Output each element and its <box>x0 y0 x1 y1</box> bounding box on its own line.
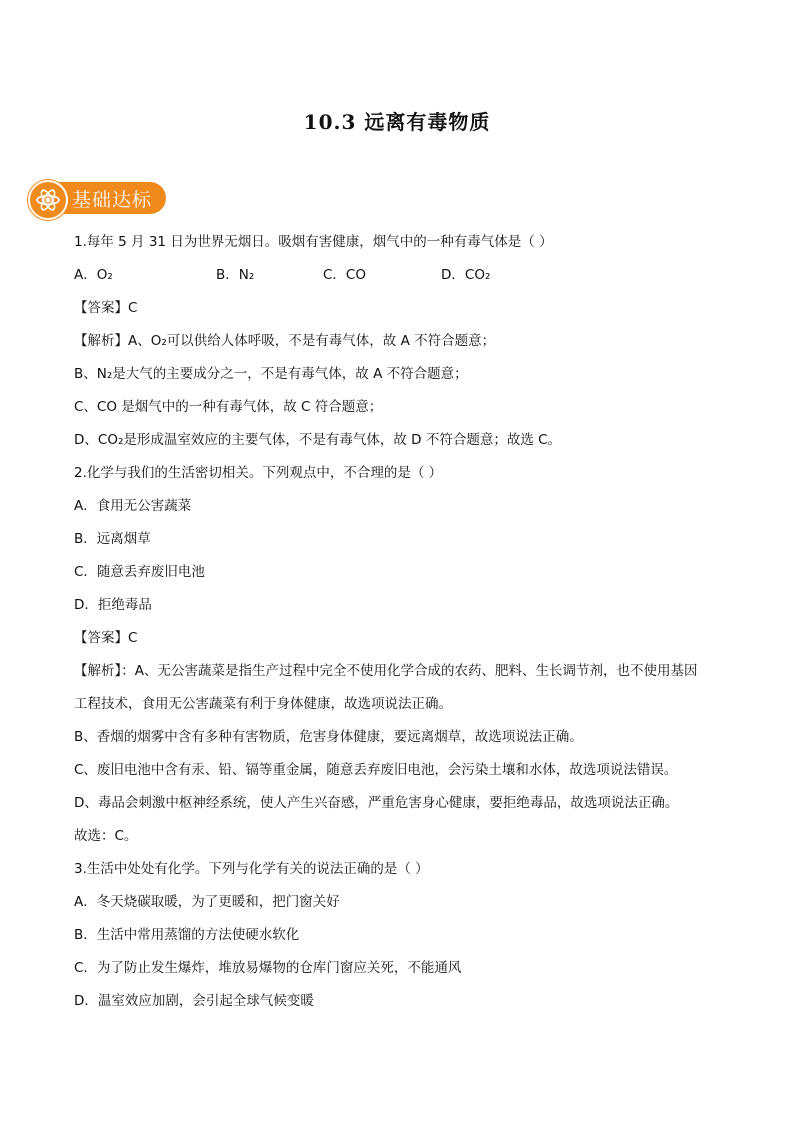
option-a: A．冬天烧碳取暖，为了更暖和，把门窗关好 <box>74 894 340 910</box>
question-1-analysis-line: D、CO₂是形成温室效应的主要气体，不是有毒气体，故 D 不符合题意；故选 C。 <box>74 432 562 448</box>
question-3-stem: 3.生活中处处有化学。下列与化学有关的说法正确的是（ ） <box>74 861 429 877</box>
question-2-analysis-line: 故选：C。 <box>74 828 138 844</box>
section-label: 基础达标 <box>72 189 153 211</box>
question-1-options <box>74 259 734 292</box>
option-a: A．食用无公害蔬菜 <box>74 498 192 514</box>
question-2-answer: 【答案】C <box>74 630 138 646</box>
option-d: D．温室效应加剧，会引起全球气候变暖 <box>74 993 314 1009</box>
question-1-analysis-line: C、CO 是烟气中的一种有毒气体，故 C 符合题意； <box>74 399 383 415</box>
question-1-analysis-line: 【解析】A、O₂可以供给人体呼吸，不是有毒气体，故 A 不符合题意； <box>74 333 496 349</box>
question-content <box>74 226 734 1018</box>
question-1-answer: 【答案】C <box>74 300 138 316</box>
question-2-analysis-line: 工程技术，食用无公害蔬菜有利于身体健康，故选项说法正确。 <box>74 696 452 712</box>
question-2-analysis-line: 【解析】：A、无公害蔬菜是指生产过程中完全不使用化学合成的农药、肥料、生长调节剂，也不使用基因 <box>74 663 698 679</box>
question-2-analysis-line: B、香烟的烟雾中含有多种有害物质，危害身体健康，要远离烟草，故选项说法正确。 <box>74 729 583 745</box>
option-c: C．随意丢弃废旧电池 <box>74 564 205 580</box>
option-d: D．CO₂ <box>441 267 491 283</box>
page-title: 10.3 远离有毒物质 <box>303 110 491 134</box>
section-badge <box>28 180 168 216</box>
option-b: B．远离烟草 <box>74 531 151 547</box>
option-c: C．CO <box>323 267 366 283</box>
question-2-stem: 2.化学与我们的生活密切相关。下列观点中，不合理的是（ ） <box>74 465 443 481</box>
option-b: B．N₂ <box>216 267 255 283</box>
option-a: A．O₂ <box>74 267 113 283</box>
option-c: C．为了防止发生爆炸，堆放易爆物的仓库门窗应关死，不能通风 <box>74 960 462 976</box>
question-1-analysis-line: B、N₂是大气的主要成分之一，不是有毒气体，故 A 不符合题意； <box>74 366 468 382</box>
option-d: D．拒绝毒品 <box>74 597 152 613</box>
question-1-stem: 1.每年 5 月 31 日为世界无烟日。吸烟有害健康，烟气中的一种有毒气体是（ ） <box>74 234 553 250</box>
question-2-analysis-line: D、毒品会刺激中枢神经系统，使人产生兴奋感，严重危害身心健康，要拒绝毒品，故选项说法正确。 <box>74 795 679 811</box>
atom-icon <box>28 180 68 220</box>
question-2-analysis-line: C、废旧电池中含有汞、铅、镉等重金属，随意丢弃废旧电池，会污染土壤和水体，故选项说法错误。 <box>74 762 678 778</box>
option-b: B．生活中常用蒸馏的方法使硬水软化 <box>74 927 300 943</box>
